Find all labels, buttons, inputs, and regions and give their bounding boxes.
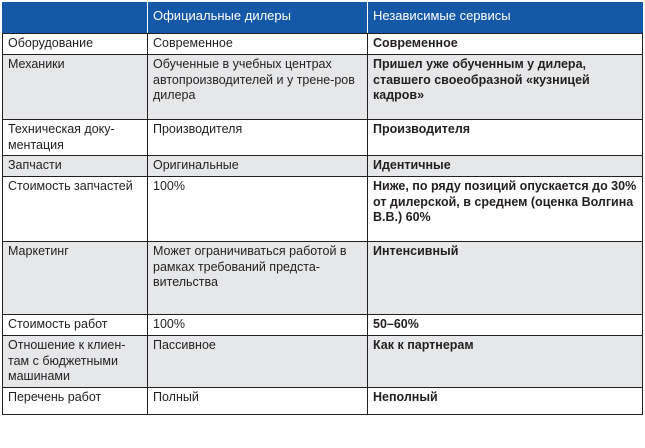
row-mechanics [3, 55, 643, 120]
row-label: Маркетинг [3, 242, 148, 315]
independent-cell: Неполный [368, 387, 643, 414]
independent-cell: 50–60% [368, 315, 643, 336]
header-independent: Независимые сервисы [368, 3, 643, 34]
dealers-cell: Современное [148, 34, 368, 55]
row-label: Перечень работ [3, 387, 148, 414]
row-label: Техническая доку-ментация [3, 120, 148, 156]
independent-cell: Идентичные [368, 156, 643, 177]
row-label: Оборудование [3, 34, 148, 55]
dealers-cell: Полный [148, 387, 368, 414]
row-equipment [3, 34, 643, 55]
row-scope [3, 387, 643, 414]
independent-cell: Производителя [368, 120, 643, 156]
row-marketing [3, 242, 643, 315]
row-budget-clients [3, 336, 643, 388]
row-parts-cost [3, 177, 643, 242]
row-docs [3, 120, 643, 156]
dealers-cell: 100% [148, 315, 368, 336]
row-label: Отношение к клиен-там с бюджетными машинами [3, 336, 148, 388]
dealers-cell: 100% [148, 177, 368, 242]
row-label: Запчасти [3, 156, 148, 177]
row-work-cost [3, 315, 643, 336]
row-label: Стоимость запчастей [3, 177, 148, 242]
independent-cell: Интенсивный [368, 242, 643, 315]
header-dealers: Официальные дилеры [148, 3, 368, 34]
header-row [3, 3, 643, 34]
dealers-cell: Производителя [148, 120, 368, 156]
dealers-cell: Оригинальные [148, 156, 368, 177]
row-parts [3, 156, 643, 177]
independent-cell: Как к партнерам [368, 336, 643, 388]
comparison-table [2, 2, 643, 415]
row-label: Механики [3, 55, 148, 120]
header-corner [3, 3, 148, 34]
independent-cell: Современное [368, 34, 643, 55]
independent-cell: Пришел уже обученным у дилера, ставшего своеобразной «кузницей кадров» [368, 55, 643, 120]
dealers-cell: Может ограничиваться работой в рамках требований предста-вительства [148, 242, 368, 315]
row-label: Стоимость работ [3, 315, 148, 336]
dealers-cell: Обученные в учебных центрах автопроизводителей и у трене-ров дилера [148, 55, 368, 120]
dealers-cell: Пассивное [148, 336, 368, 388]
independent-cell: Ниже, по ряду позиций опускается до 30% от дилерской, в среднем (оценка Волгина В.В.) 60% [368, 177, 643, 242]
